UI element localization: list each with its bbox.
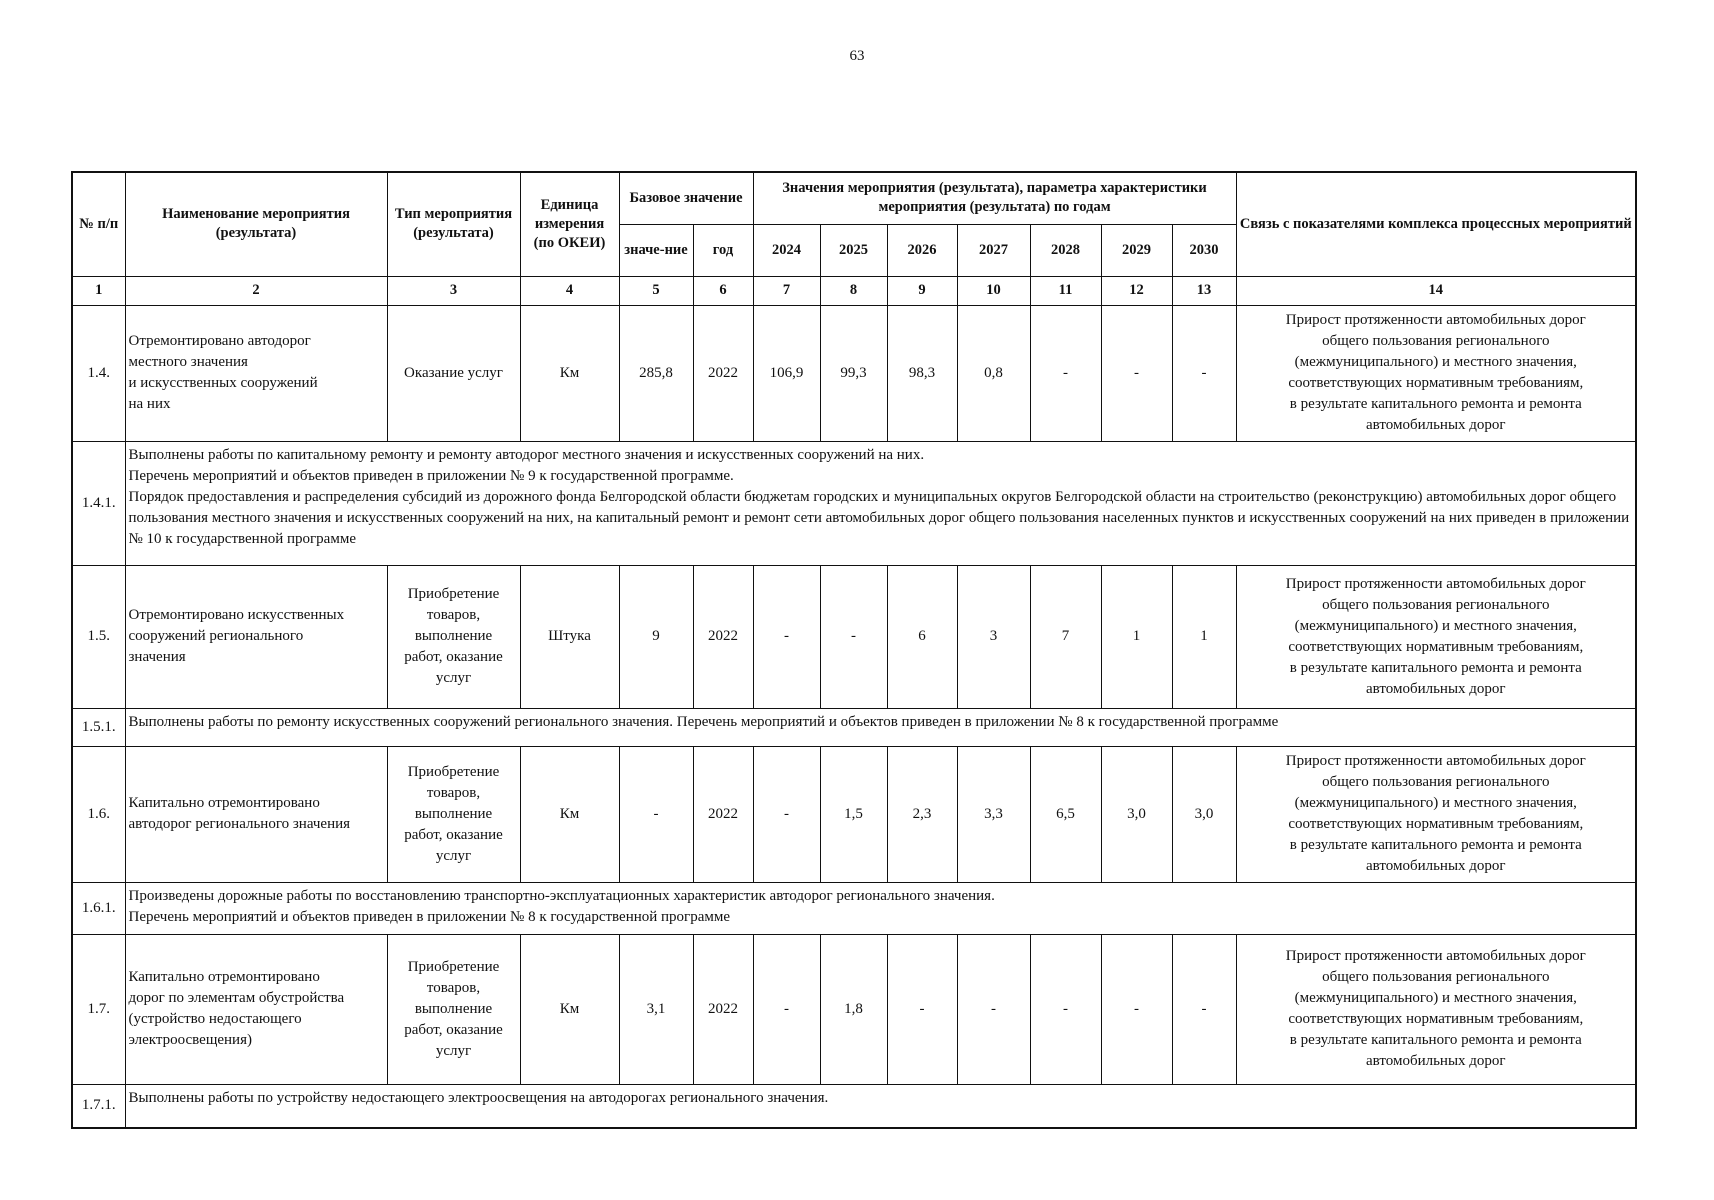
year-value: -: [1172, 934, 1236, 1084]
measures-table: [71, 171, 1637, 1129]
year-value: 6,5: [1030, 746, 1101, 882]
indicator-link: [1236, 565, 1636, 708]
measure-type-line: Приобретение: [407, 763, 500, 780]
column-number: 5: [619, 276, 693, 305]
measure-type-line: работ, оказание: [404, 649, 503, 665]
header-base: Базовое значение: [619, 172, 753, 224]
measure-type-line: выполнение: [414, 805, 493, 822]
year-value: 3,0: [1172, 746, 1236, 882]
header-name: Наименование мероприятия (результата): [125, 172, 387, 276]
base-value: 9: [619, 565, 693, 708]
indicator-link-line: автомобильных дорог: [1366, 1053, 1506, 1069]
measure-name: [125, 305, 387, 441]
indicator-link-line: (межмуниципального) и местного значения,: [1294, 354, 1577, 370]
column-number: 6: [693, 276, 753, 305]
indicator-link-line: (межмуниципального) и местного значения,: [1294, 990, 1577, 1006]
header-year: 2029: [1101, 224, 1172, 276]
year-value: 98,3: [887, 305, 957, 441]
table-subrow: [72, 1084, 1636, 1128]
year-value: 3,0: [1101, 746, 1172, 882]
year-value: -: [820, 565, 887, 708]
subrow-description: [125, 1084, 1636, 1128]
year-value: 6: [887, 565, 957, 708]
subrow-num: 1.6.1.: [72, 882, 125, 934]
header-year: 2030: [1172, 224, 1236, 276]
subrow-description-line: Перечень мероприятий и объектов приведен в приложении № 9 к государственной программе.: [128, 467, 734, 484]
indicator-link-line: Прирост протяженности автомобильных дорог: [1285, 753, 1586, 769]
header-year: 2028: [1030, 224, 1101, 276]
indicator-link-line: общего пользования регионального: [1322, 774, 1550, 790]
year-value: 1,8: [820, 934, 887, 1084]
indicator-link-line: в результате капитального ремонта и ремонта: [1289, 1032, 1582, 1048]
table-subrow: [72, 882, 1636, 934]
indicator-link-line: в результате капитального ремонта и ремонта: [1289, 659, 1582, 676]
subrow-description-line: Порядок предоставления и распределения субсидий из дорожного фонда Белгородской области бюджетам городских и муниципальных округов Белгородской области на строительство (реконструкцию) автомобильных дорог общего пользования местного значения и искусственных сооружений на них, на капитальный ремонт и ремонт сети автомобильных дорог общего пользования населенных пунктов и искусственных сооружений на них приведен в приложении № 10 к государственной программе: [128, 488, 1630, 547]
subrow-description-line: Произведены дорожные работы по восстановлению транспортно-эксплуатационных характеристик автодорог регионального значения.: [128, 887, 995, 904]
header-year: 2027: [957, 224, 1030, 276]
subrow-num: 1.7.1.: [72, 1084, 125, 1128]
measure-type-line: выполнение: [414, 1000, 493, 1017]
measure-type-line: товаров,: [426, 979, 481, 996]
column-number: 9: [887, 276, 957, 305]
measure-type-line: услуг: [435, 670, 472, 686]
subrow-num: 1.5.1.: [72, 708, 125, 746]
table-header: [72, 172, 1636, 305]
year-value: 1,5: [820, 746, 887, 882]
header-base-value: значе-ние: [619, 224, 693, 276]
indicator-link-line: автомобильных дорог: [1366, 417, 1506, 433]
indicator-link-line: (межмуниципального) и местного значения,: [1294, 795, 1577, 811]
measure-type-line: услуг: [435, 1042, 472, 1059]
page-number: 63: [849, 48, 865, 64]
indicator-link-line: в результате капитального ремонта и ремонта: [1289, 396, 1582, 412]
column-number: 14: [1236, 276, 1636, 305]
year-value: 1: [1172, 565, 1236, 708]
year-value: -: [1172, 305, 1236, 441]
subrow-description-line: Выполнены работы по ремонту искусственных сооружений регионального значения. Перечень мероприятий и объектов приведен в приложении № 8 к государственной программе: [128, 713, 1279, 730]
measure-name-line: сооружений регионального: [128, 628, 304, 644]
measure-name-line: (устройство недостающего: [128, 1011, 302, 1027]
year-value: 7: [1030, 565, 1101, 708]
indicator-link-line: Прирост протяженности автомобильных дорог: [1285, 948, 1586, 964]
measure-type-line: работ, оказание: [404, 826, 503, 843]
column-number: 1: [72, 276, 125, 305]
indicator-link-line: общего пользования регионального: [1322, 596, 1550, 613]
column-numbers-row: [72, 276, 1636, 305]
indicator-link-line: соответствующих нормативным требованиям,: [1288, 816, 1584, 832]
column-number: 7: [753, 276, 820, 305]
header-type: Тип мероприятия (результата): [387, 172, 520, 276]
measure-name-line: дорог по элементам обустройства: [128, 990, 345, 1006]
year-value: -: [753, 746, 820, 882]
year-value: 99,3: [820, 305, 887, 441]
measure-type-line: товаров,: [426, 607, 481, 623]
measure-unit: Штука: [520, 565, 619, 708]
base-value: 285,8: [619, 305, 693, 441]
base-value: -: [619, 746, 693, 882]
measure-name-line: Отремонтировано искусственных: [128, 607, 345, 623]
table-body: [72, 305, 1636, 1128]
measure-name-line: и искусственных сооружений: [128, 375, 318, 391]
row-num: 1.6.: [72, 746, 125, 882]
year-value: 0,8: [957, 305, 1030, 441]
table-row: [72, 565, 1636, 708]
measure-type-line: Приобретение: [407, 958, 500, 975]
indicator-link-line: автомобильных дорог: [1366, 680, 1506, 697]
column-number: 2: [125, 276, 387, 305]
year-value: -: [1101, 305, 1172, 441]
year-value: 3: [957, 565, 1030, 708]
year-value: -: [1101, 934, 1172, 1084]
indicator-link-line: соответствующих нормативным требованиям,: [1288, 1011, 1584, 1027]
indicator-link: [1236, 934, 1636, 1084]
column-number: 4: [520, 276, 619, 305]
indicator-link-line: Прирост протяженности автомобильных дорог: [1285, 575, 1586, 592]
measure-name: [125, 746, 387, 882]
measure-name-line: на них: [128, 396, 171, 412]
subrow-description-line: Перечень мероприятий и объектов приведен в приложении № 8 к государственной программе: [128, 908, 731, 925]
header-num: № п/п: [72, 172, 125, 276]
subrow-description: [125, 882, 1636, 934]
measure-unit: Км: [520, 305, 619, 441]
indicator-link-line: общего пользования регионального: [1322, 969, 1550, 985]
base-value: 3,1: [619, 934, 693, 1084]
measure-type-line: выполнение: [414, 628, 493, 644]
subrow-description-line: Выполнены работы по капитальному ремонту и ремонту автодорог местного значения и искусственных сооружений на них.: [128, 446, 925, 463]
header-base-year: год: [693, 224, 753, 276]
header-year: 2025: [820, 224, 887, 276]
year-value: -: [887, 934, 957, 1084]
indicator-link-line: соответствующих нормативным требованиям,: [1288, 638, 1584, 655]
subrow-description: [125, 708, 1636, 746]
column-number: 8: [820, 276, 887, 305]
base-year: 2022: [693, 305, 753, 441]
measure-name-line: Капитально отремонтировано: [128, 795, 320, 811]
table-row: [72, 746, 1636, 882]
subrow-description: [125, 441, 1636, 565]
year-value: 3,3: [957, 746, 1030, 882]
header-year: 2024: [753, 224, 820, 276]
indicator-link: [1236, 746, 1636, 882]
year-value: 2,3: [887, 746, 957, 882]
indicator-link-line: автомобильных дорог: [1366, 858, 1506, 874]
column-number: 12: [1101, 276, 1172, 305]
measure-name-line: автодорог регионального значения: [128, 816, 351, 832]
year-value: -: [957, 934, 1030, 1084]
measure-name: [125, 565, 387, 708]
measures-table-container: [71, 171, 1635, 1129]
base-year: 2022: [693, 746, 753, 882]
measure-unit: Км: [520, 934, 619, 1084]
year-value: 1: [1101, 565, 1172, 708]
year-value: -: [753, 934, 820, 1084]
header-unit: Единица измерения (по ОКЕИ): [520, 172, 619, 276]
measure-type: [387, 305, 520, 441]
measure-name-line: местного значения: [128, 354, 248, 370]
row-num: 1.7.: [72, 934, 125, 1084]
subrow-description-line: Выполнены работы по устройству недостающего электроосвещения на автодорогах регионального значения.: [128, 1089, 829, 1106]
table-row: [72, 305, 1636, 441]
row-num: 1.5.: [72, 565, 125, 708]
header-year: 2026: [887, 224, 957, 276]
indicator-link-line: (межмуниципального) и местного значения,: [1294, 617, 1577, 634]
measure-type-line: Оказание услуг: [404, 364, 503, 381]
measure-unit: Км: [520, 746, 619, 882]
measure-type-line: Приобретение: [407, 586, 500, 602]
measure-type: [387, 565, 520, 708]
year-value: -: [1030, 934, 1101, 1084]
measure-type: [387, 746, 520, 882]
base-year: 2022: [693, 934, 753, 1084]
measure-name-line: Отремонтировано автодорог: [128, 333, 311, 349]
indicator-link: [1236, 305, 1636, 441]
measure-type-line: работ, оказание: [404, 1021, 503, 1038]
measure-type: [387, 934, 520, 1084]
column-number: 3: [387, 276, 520, 305]
measure-name-line: Капитально отремонтировано: [128, 969, 320, 985]
column-number: 10: [957, 276, 1030, 305]
indicator-link-line: в результате капитального ремонта и ремонта: [1289, 837, 1582, 853]
column-number: 11: [1030, 276, 1101, 305]
table-row: [72, 934, 1636, 1084]
measure-name-line: значения: [128, 649, 186, 665]
indicator-link-line: общего пользования регионального: [1322, 333, 1550, 349]
base-year: 2022: [693, 565, 753, 708]
measure-type-line: товаров,: [426, 784, 481, 801]
column-number: 13: [1172, 276, 1236, 305]
measure-name-line: электроосвещения): [128, 1032, 252, 1048]
measure-type-line: услуг: [435, 847, 472, 864]
year-value: 106,9: [753, 305, 820, 441]
row-num: 1.4.: [72, 305, 125, 441]
year-value: -: [1030, 305, 1101, 441]
header-link: Связь с показателями комплекса процессных мероприятий: [1236, 172, 1636, 276]
table-subrow: [72, 441, 1636, 565]
indicator-link-line: соответствующих нормативным требованиям,: [1288, 375, 1584, 391]
measure-name: [125, 934, 387, 1084]
year-value: -: [753, 565, 820, 708]
subrow-num: 1.4.1.: [72, 441, 125, 565]
header-values-group: Значения мероприятия (результата), параметра характеристики мероприятия (результата) по годам: [753, 172, 1236, 224]
indicator-link-line: Прирост протяженности автомобильных дорог: [1285, 312, 1586, 328]
table-subrow: [72, 708, 1636, 746]
